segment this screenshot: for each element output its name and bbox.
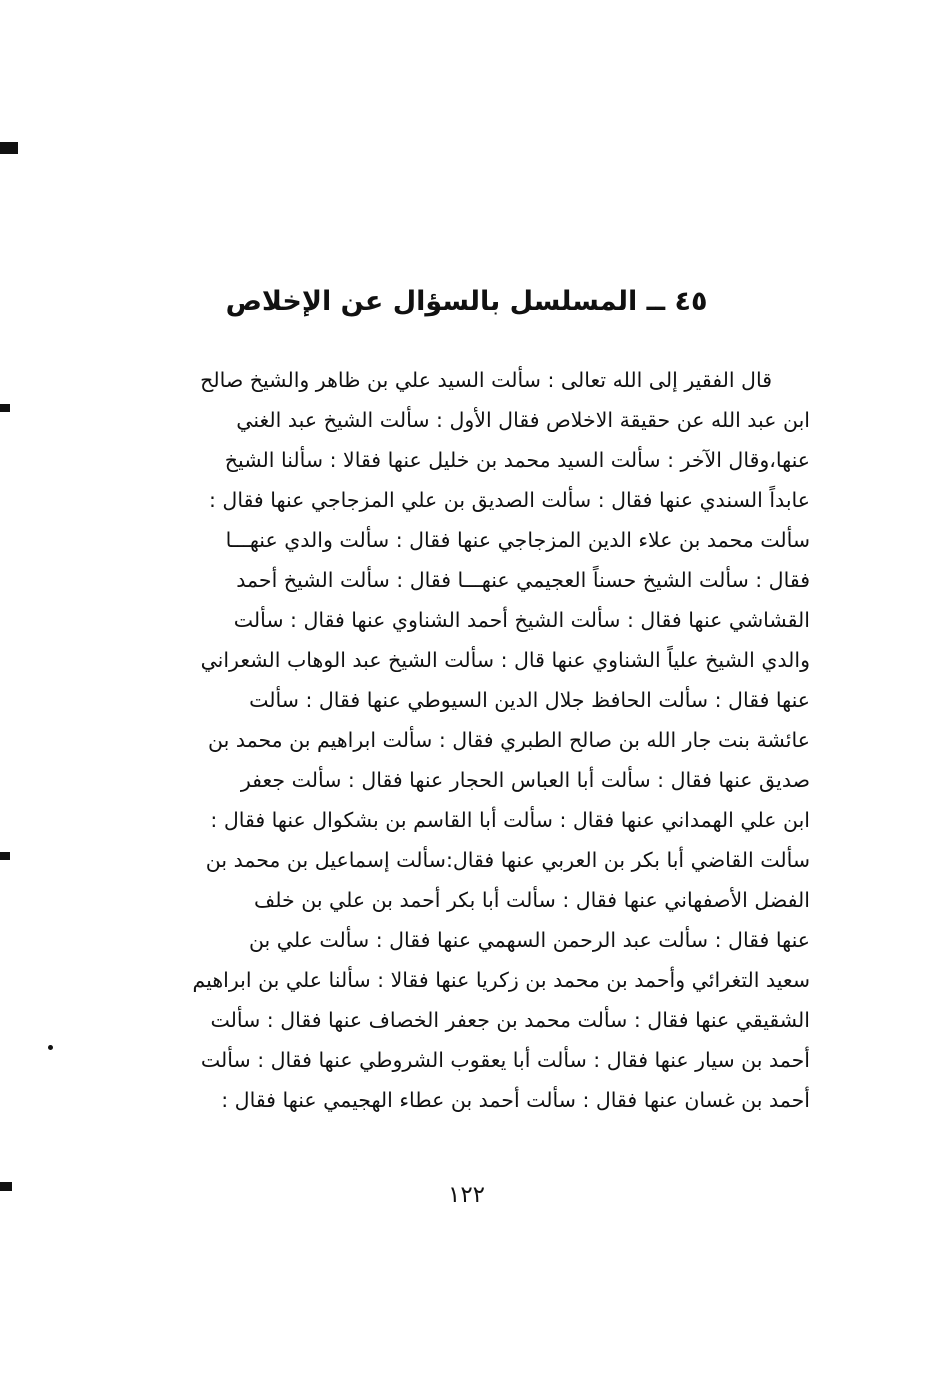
text-line: ابن عبد الله عن حقيقة الاخلاص فقال الأول : سألت الشيخ عبد الغني [236,408,810,432]
text-line: فقال : سألت الشيخ حسناً العجيمي عنهـــا فقال : سألت الشيخ أحمد [236,568,810,592]
text-line: أحمد بن غسان عنها فقال : سألت أحمد بن عطاء الهجيمي عنها فقال : [221,1088,810,1112]
scan-speck [48,1045,53,1050]
text-line: سعيد التغرائي وأحمد بن محمد بن زكريا عنها فقالا : سألنا علي بن ابراهيم [192,968,810,992]
text-line: ابن علي الهمداني عنها فقال : سألت أبا القاسم بن بشكوال عنها فقال : [210,808,810,832]
text-line: عابداً السندي عنها فقال : سألت الصديق بن علي المزجاجي عنها فقال : [209,488,810,512]
text-line: والدي الشيخ علياً الشناوي عنها قال : سألت الشيخ عبد الوهاب الشعراني [200,648,810,672]
text-line: عائشة بنت جار الله بن صالح الطبري فقال : سألت ابراهيم بن محمد بن [208,728,810,752]
body-text [130,360,810,1120]
scan-edge-mark [0,852,10,860]
text-line: صديق عنها فقال : سألت أبا العباس الحجار عنها فقال : سألت جعفر [240,768,810,792]
scan-edge-mark [0,142,18,154]
text-line: عنها فقال : سألت الحافظ جلال الدين السيوطي عنها فقال : سألت [249,688,810,712]
text-line: قال الفقير إلى الله تعالى : سألت السيد علي بن ظاهر والشيخ صالح [200,368,772,392]
scan-edge-mark [0,1182,12,1191]
text-line: سألت القاضي أبا بكر بن العربي عنها فقال:سألت إسماعيل بن محمد بن [205,848,810,872]
page-number: ١٢٢ [447,1182,486,1208]
text-line: الفضل الأصفهاني عنها فقال : سألت أبا بكر أحمد بن علي بن خلف [254,888,810,912]
chapter-heading: ٤٥ ــ المسلسل بالسؤال عن الإخلاص [225,286,708,317]
scan-edge-mark [0,404,10,412]
text-line: سألت محمد بن علاء الدين المزجاجي عنها فقال : سألت والدي عنهـــا [225,528,810,552]
text-line: الشقيقي عنها فقال : سألت محمد بن جعفر الخصاف عنها فقال : سألت [210,1008,810,1032]
text-line: عنها فقال : سألت عبد الرحمن السهمي عنها فقال : سألت علي بن [248,928,810,952]
text-line: القشاشي عنها فقال : سألت الشيخ أحمد الشناوي عنها فقال : سألت [233,608,810,632]
text-line: أحمد بن سيار عنها فقال : سألت أبا يعقوب الشروطي عنها فقال : سألت [200,1048,810,1072]
text-line: عنها،وقال الآخر : سألت السيد محمد بن خليل عنها فقالا : سألنا الشيخ [224,448,810,472]
